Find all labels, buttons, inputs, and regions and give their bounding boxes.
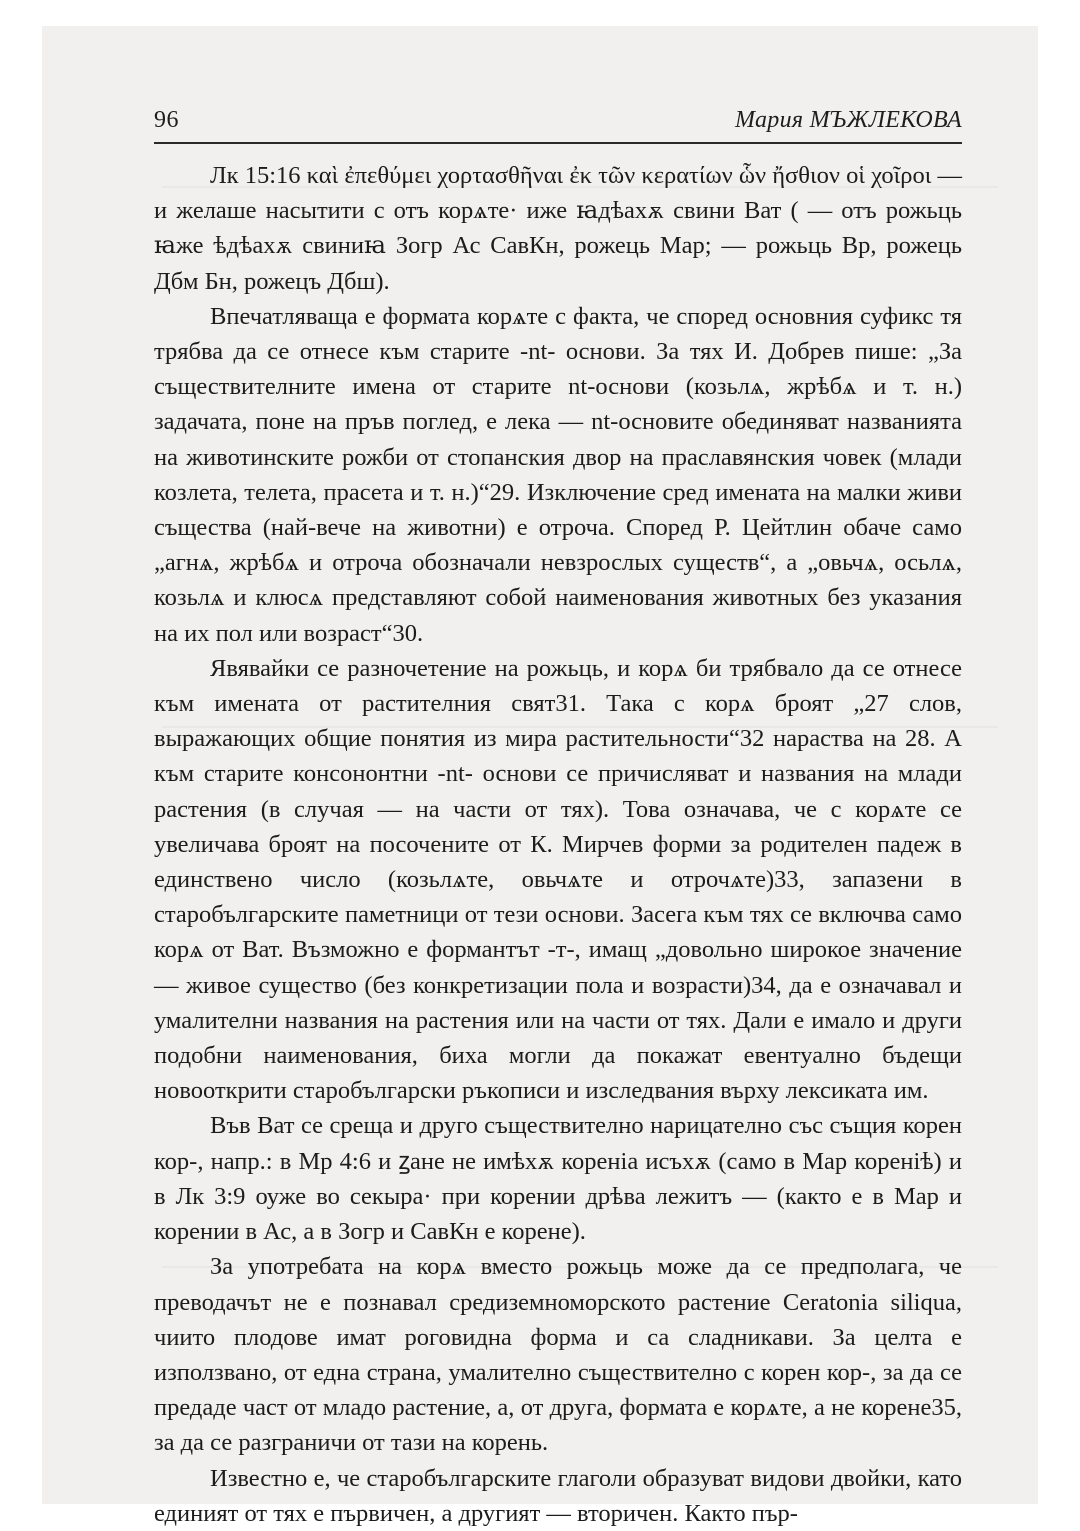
body-text <box>154 158 962 1531</box>
page-number: 96 <box>154 107 179 133</box>
paragraph: За употребата на корѧ вместо рожьць може да се предполага, че преводачът не е познавал средиземноморското растение Ceratonia siliqua, чиито плодове имат роговидна форма и са сладникави. За целта е използвано, от една страна, умалително съществително с корен кор-, за да се предаде част от младо растение, а, от друга, формата е корѧте, а не корене35, за да се разграничи от тази на корень. <box>154 1253 962 1457</box>
paragraph: Впечатляваща е формата корѧте с факта, че според основния суфикс тя трябва да се отнесе към старите -nt- основи. За тях И. Добрев пише: „За съществителните имена от старите nt-основи (козьлѧ, жрѣбѧ и т. н.) задачата, поне на пръв поглед, е лека — nt-основите обединяват названията на животинските рожби от стопанския двор на праславянския човек (млади козлета, телета, прасета и т. н.)“29. Изключение сред имената на малки живи същества (най-вече на животни) е отроча. Според Р. Цейтлин обаче само „агнѧ, жрѣбѧ и отроча обозначали невзрослых существ“, а „овьчѧ, осьлѧ, козьлѧ и клюсѧ представляют собой наименования животных без указания на их пол или возраст“30. <box>154 302 962 647</box>
paragraph: Лк 15:16 καὶ ἐπεθύμει χορτασθῆναι ἐκ τῶν κερατίων ὧν ἤσθιον οἱ χοῖροι — и желаше насытити с отъ корѧте· иже ꙗдѣахѫ свини Ват ( — отъ рожьць ꙗже ѣдѣахѫ свиниꙗ Зогр Ас СавКн, рожець Мар; — рожьць Вр, рожець Дбм Бн, рожецъ Дбш). <box>154 162 962 295</box>
paragraph: Явявайки се разночетение на рожьць, и корѧ би трябвало да се отнесе към имената от растителния свят31. Така с корѧ броят „27 слов, выражающих общие понятия из мира растительности“32 нараства на 28. А към старите консононтни -nt- основи се причисляват и названия на млади растения (в случая — на части от тях). Това означава, че с корѧте се увеличава броят на посочените от К. Мирчев форми за родителен падеж в единствено число (козьлѧте, овьчѧте и отрочѧте)33, запазени в старобългарските паметници от тези основи. Засега към тях се включва само корѧ от Ват. Възможно е формантът -т-, имащ „довольно широкое значение — живое существо (без конкретизации пола и возрасти)34, да е означавал и умалителни названия на растения или на части от тях. Дали е имало и други подобни наименования, биха могли да покажат евентуално бъдещи новооткрити старобългарски ръкописи и изследвания върху лексиката им. <box>154 654 962 1105</box>
page-header <box>154 106 962 134</box>
book-page <box>42 26 1038 1527</box>
running-title: Мария МЪЖЛЕКОВА <box>735 107 962 133</box>
paragraph: Във Ват се среща и друго съществително нарицателно със същия корен кор-, напр.: в Мр 4:6 и ꙁане не имѣхѫ кореніа исъхѫ (само в Мар кореніѣ) и в Лк 3:9 оуже во секыра· при корении дрѣва лежитъ — (както е в Мар и корении в Ас, а в Зогр и СавКн е корене). <box>154 1112 962 1246</box>
header-rule <box>154 142 962 144</box>
page-content <box>154 106 962 1531</box>
paragraph: Известно е, че старобългарските глаголи образуват видови двойки, като единият от тях е първичен, а другият — вторичен. Както пър- <box>154 1464 962 1527</box>
